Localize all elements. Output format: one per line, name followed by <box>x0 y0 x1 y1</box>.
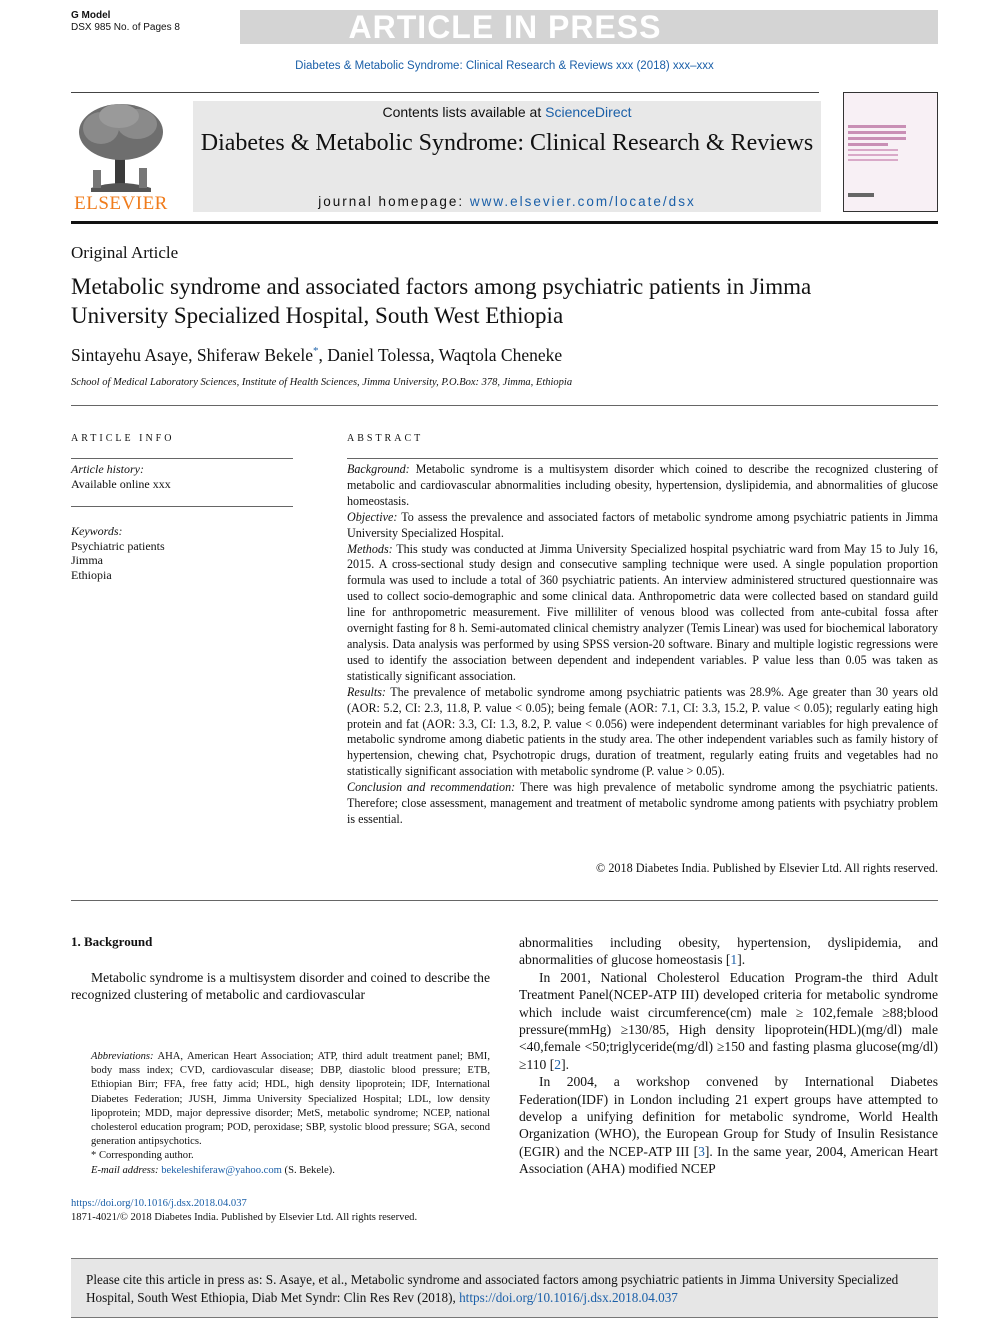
body-rule <box>71 900 938 901</box>
cite-text: Please cite this article in press as: S. Asaye, et al., Metabolic syndrome and associated factors among psychiatric patients in Jimma University Specialized Hospital, South West Ethiopia, Diab Met Syndr: Clin Res Rev (2018), https://doi.org/10.1016/j.dsx.2018.04.037 <box>86 1272 899 1305</box>
keyword-item: Psychiatric patients <box>71 538 165 553</box>
reference-link[interactable]: 3 <box>698 1143 705 1159</box>
elsevier-wordmark: ELSEVIER <box>74 193 168 214</box>
cite-doi-link[interactable]: https://doi.org/10.1016/j.dsx.2018.04.037 <box>459 1290 678 1305</box>
footnotes <box>71 1050 490 1178</box>
article-in-press-banner: ARTICLE IN PRESS <box>348 9 662 45</box>
pages-info: DSX 985 No. of Pages 8 <box>71 22 180 33</box>
keyword-item: Ethiopia <box>71 567 112 582</box>
abstract-conclusion: Conclusion and recommendation: There was high prevalence of metabolic syndrome among the psychiatric patients. Therefore; close assessment, management and treatment of metabolic syndrome among patients with psychiatry problem is essential. <box>347 780 938 826</box>
abstract-methods: Methods: This study was conducted at Jimma University Specialized hospital psychiatric ward from May 15 to July 16, 2015. A cross-sectional study design and consecutive sampling technique were used. A single population proportion formula was used to include a total of 360 psychiatric patients. An interview administered structured questionnaire was used to collect socio-demographic and some clinical data. Anthropometric data were collected based on standard guild line for anthropometric measurement. Five milliliter of venous blood was collected from ante-cubital fossa after overnight fasting for 8 h. Semi-automated clinical chemistry analyzer (Temis Linear) was used for biochemical laboratory analysis. Data analysis was performed by using SPSS version-20 software. Binary and multiple logistic regressions were used to identify the association between dependent and independent variables. P value less than 0.05 was taken as statistically significant association. <box>347 541 938 683</box>
abstract-background: Background: Metabolic syndrome is a multisystem disorder which coined to describe the recognized clustering of metabolic and cardiovascular abnormalities including obesity, hypertension, dyslipidemia, and abnormalities of glucose homeostasis. <box>347 462 938 508</box>
article-history <box>71 462 171 491</box>
journal-homepage-line <box>193 194 821 209</box>
author-list <box>71 345 562 366</box>
history-label: Article history: <box>71 462 144 476</box>
right-paragraph-1: abnormalities including obesity, hypertension, dyslipidemia, and abnormalities of glucose homeostasis [1]. <box>519 935 938 968</box>
sciencedirect-link[interactable]: ScienceDirect <box>545 104 632 120</box>
contents-prefix: Contents lists available at <box>382 104 546 120</box>
right-paragraph-3: In 2004, a workshop convened by International Diabetes Federation(IDF) in London including 21 expert groups have attempted to develop a unifying definition for metabolic syndrome, World Health Organization (WHO), the European Group for Study of Insulin Resistance (EGIR) and the NCEP-ATP III [3]. In the same year, 2004, American Heart Association (AHA) modified NCEP <box>519 1074 939 1177</box>
journal-title: Diabetes & Metabolic Syndrome: Clinical Research & Reviews <box>200 130 814 156</box>
journal-cover-thumbnail[interactable] <box>843 92 938 212</box>
article-type: Original Article <box>71 243 179 262</box>
email-footnote: E-mail address: bekeleshiferaw@yahoo.com (S. Bekele). <box>91 1164 335 1176</box>
history-value: Available online xxx <box>71 476 171 491</box>
corresponding-author-mark[interactable]: * <box>313 345 319 358</box>
article-title: Metabolic syndrome and associated factors among psychiatric patients in Jimma University Specialized Hospital, South West Ethiopia <box>71 274 812 328</box>
reference-link[interactable]: 2 <box>554 1056 562 1072</box>
contents-available-line <box>193 104 821 120</box>
article-info-heading: ARTICLE INFO <box>71 433 175 444</box>
abstract-heading: ABSTRACT <box>347 433 424 444</box>
g-model-text: G Model <box>71 10 111 21</box>
left-paragraph: Metabolic syndrome is a multisystem disorder and coined to describe the recognized clustering of metabolic and cardiovascular <box>71 970 490 1003</box>
keywords-block <box>71 524 165 582</box>
authors-first: Sintayehu Asaye, Shiferaw Bekele <box>71 345 314 365</box>
reference-link[interactable]: 1 <box>730 952 738 968</box>
abstract-results: Results: The prevalence of metabolic syndrome among psychiatric patients was 28.9%. Age greater than 30 years old (AOR: 5.2, CI: 2.3, 11.8, P. value < 0.05); being female (AOR: 7.1, CI: 3.3, 15.2, P. value < 0.05); regularly eating high protein and fat (AOR: 3.3, CI: 1.3, 8.2, P. value < 0.056) were independent determinant variables for high prevalence of metabolic syndrome among diabetic patients in the study area. The other independent variables such as family history of hypertension, chewing chat, Psychotropic drugs, duration of treatment, regularly eating fruits and vegetables had no statistically significant association with metabolic syndrome (P. value > 0.05). <box>347 684 938 779</box>
email-link[interactable]: bekeleshiferaw@yahoo.com <box>161 1164 282 1176</box>
g-model-label <box>71 10 180 34</box>
header-rule <box>71 221 938 224</box>
journal-citation-link[interactable]: Diabetes & Metabolic Syndrome: Clinical Research & Reviews xxx (2018) xxx–xxx <box>295 60 714 72</box>
issn-line: 1871-4021/© 2018 Diabetes India. Published by Elsevier Ltd. All rights reserved. <box>71 1212 418 1223</box>
homepage-prefix: journal homepage: <box>318 194 470 209</box>
article-info-rule <box>71 458 293 459</box>
affiliation: School of Medical Laboratory Sciences, Institute of Health Sciences, Jimma University, P.O.Box: 378, Jimma, Ethiopia <box>71 377 573 388</box>
header-top-rule <box>71 92 819 93</box>
abstract-copyright: © 2018 Diabetes India. Published by Elsevier Ltd. All rights reserved. <box>596 861 938 875</box>
abstract-objective: Objective: To assess the prevalence and associated factors of metabolic syndrome among psychiatric patients in Jimma University Specialized Hospital. <box>347 509 938 540</box>
corresponding-footnote: * Corresponding author. <box>91 1150 194 1162</box>
right-paragraph-2: In 2001, National Cholesterol Education Program-the third Adult Treatment Panel(NCEP-ATP III) developed criteria for metabolic syndrome which include waist circumference(cm) male ≥ 102,female ≥88;blood pressure(mmHg) ≥130/85, High density lipoprotein(HDL)(mg/dl) male <40,female <50;triglyceride(mg/dl) ≥150 and fasting plasma glucose(mg/dl) ≥110 [2]. <box>519 969 938 1072</box>
homepage-link[interactable]: www.elsevier.com/locate/dsx <box>469 194 696 209</box>
right-column <box>519 934 938 1178</box>
abbreviations-footnote: Abbreviations: AHA, American Heart Association; ATP, third adult treatment panel; BMI, body mass index; CVD, cardiovascular disease; DBP, diastolic blood pressure; ETB, Ethiopian Birr; FFA, free fatty acid; HDL, high density lipoprotein; IDF, International Diabetes Federation; JUSH, Jimma University Specialized Hospital; LDL, low density lipoprotein; MDD, major depressive disorder; MetS, metabolic syndrome; NCEP, national cholesterol education program; POD, peroxidase; SBP, systolic blood pressure; SGA, second generation antipsychotics. <box>91 1051 490 1148</box>
keywords-rule <box>71 506 293 507</box>
abstract-rule <box>347 458 938 459</box>
keywords-label: Keywords: <box>71 524 123 538</box>
abstract-body <box>347 462 938 828</box>
affiliation-rule <box>71 405 938 406</box>
doi-link[interactable]: https://doi.org/10.1016/j.dsx.2018.04.037 <box>71 1198 247 1209</box>
keyword-item: Jimma <box>71 553 103 567</box>
authors-rest: , Daniel Tolessa, Waqtola Cheneke <box>318 345 563 365</box>
section-heading: 1. Background <box>71 934 153 949</box>
